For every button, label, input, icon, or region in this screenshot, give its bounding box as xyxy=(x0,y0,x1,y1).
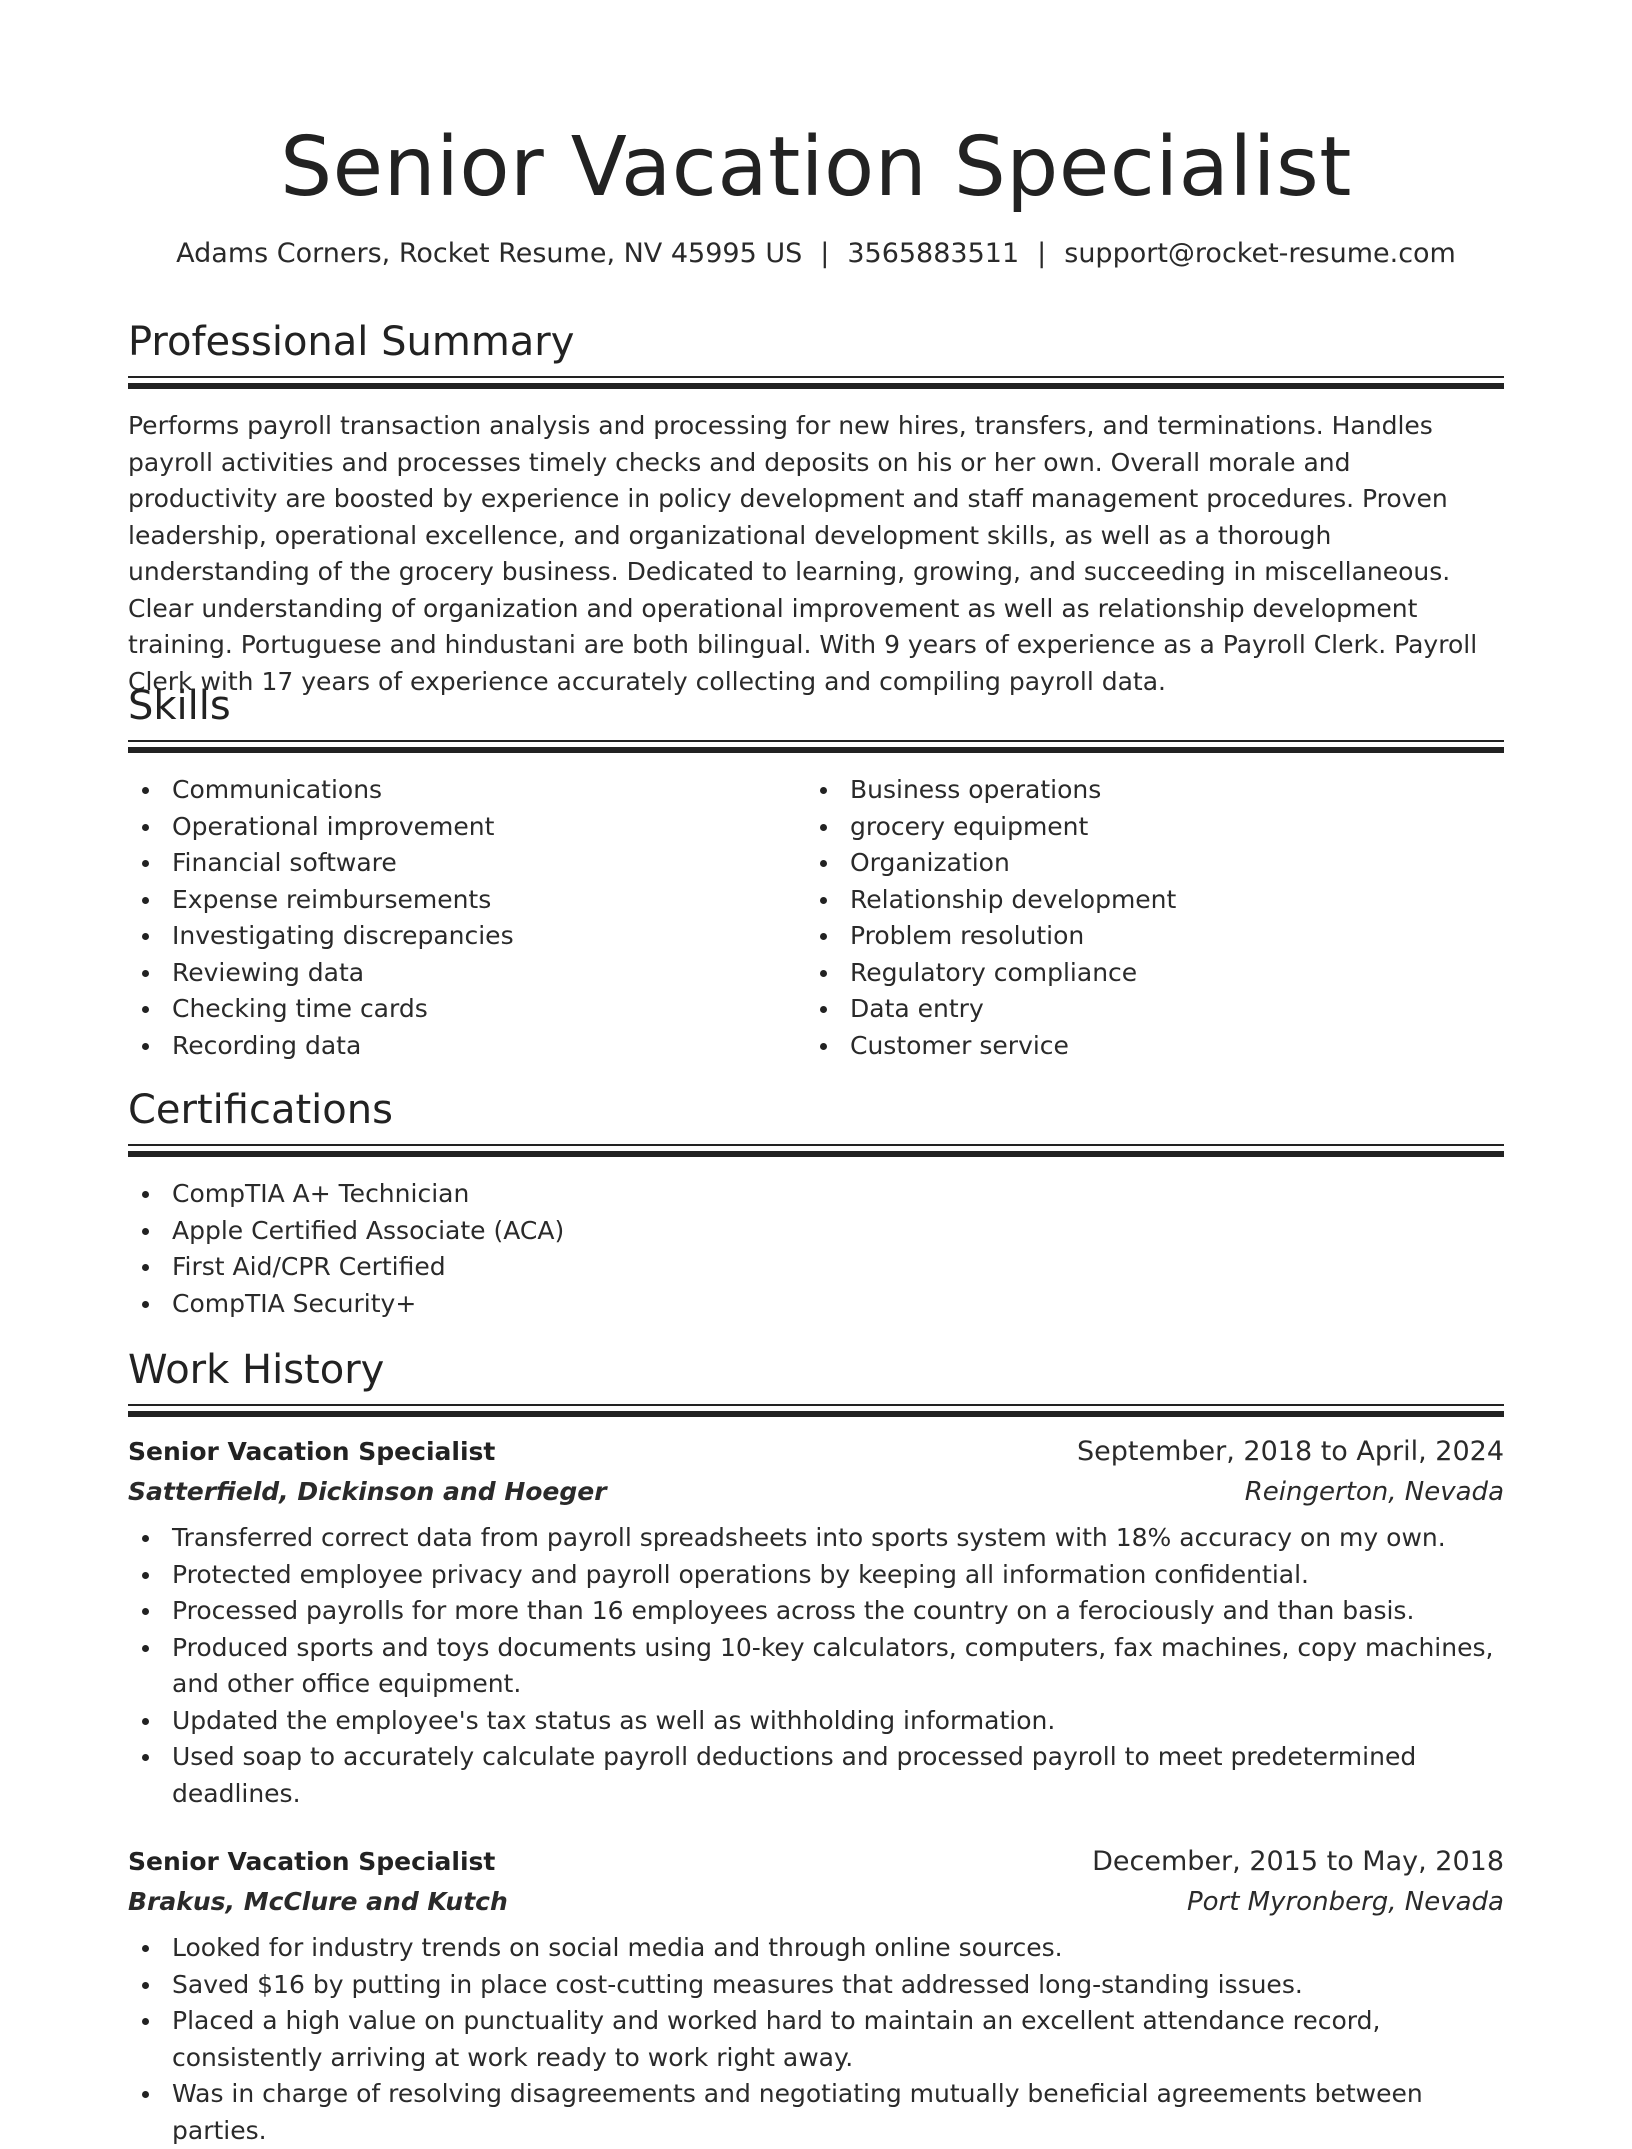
job-header xyxy=(128,1842,1504,1882)
work-history-section xyxy=(128,1344,1504,2149)
skill-item: Organization xyxy=(806,845,1484,882)
job-entry xyxy=(128,1432,1504,1812)
certification-item: CompTIA Security+ xyxy=(128,1286,1504,1323)
skills-section xyxy=(128,680,1504,1064)
job-company: Satterfield, Dickinson and Hoeger xyxy=(128,1477,607,1506)
skill-item: Data entry xyxy=(806,991,1484,1028)
job-bullet: Was in charge of resolving disagreements and negotiating mutually beneficial agreements between parties. xyxy=(128,2076,1504,2149)
job-subheader xyxy=(128,1472,1504,1512)
job-bullet: Looked for industry trends on social media and through online sources. xyxy=(128,1930,1504,1967)
skills-columns xyxy=(128,772,1504,1064)
skill-item: Relationship development xyxy=(806,882,1484,919)
skill-item: Investigating discrepancies xyxy=(128,918,806,955)
job-bullet: Placed a high value on punctuality and worked hard to maintain an excellent attendance record, consistently arriving at work ready to work right away. xyxy=(128,2003,1504,2076)
skills-list-left xyxy=(128,772,806,1064)
contact-separator: | xyxy=(1037,238,1047,269)
skill-item: Business operations xyxy=(806,772,1484,809)
section-divider xyxy=(128,740,1504,754)
job-bullets xyxy=(128,1930,1504,2149)
contact-line xyxy=(0,236,1632,272)
skills-list-right xyxy=(806,772,1484,1064)
job-bullet: Produced sports and toys documents using 10-key calculators, computers, fax machines, copy machines, and other office equipment. xyxy=(128,1630,1504,1703)
summary-text: Performs payroll transaction analysis and processing for new hires, transfers, and terminations. Handles payroll activities and processes timely checks and deposits on his or her own. Overall morale and productivity are boosted by experience in policy development and staff management procedures. Proven leadership, operational excellence, and organizational development skills, as well as a thorough understanding of the grocery business. Dedicated to learning, growing, and succeeding in miscellaneous. Clear understanding of organization and operational improvement as well as relationship development training. Portuguese and hindustani are both bilingual. With 9 years of experience as a Payroll Clerk. Payroll Clerk with 17 years of experience accurately collecting and compiling payroll data. xyxy=(128,411,1478,696)
skill-item: Recording data xyxy=(128,1028,806,1065)
skill-item: Communications xyxy=(128,772,806,809)
job-subheader xyxy=(128,1882,1504,1922)
section-divider xyxy=(128,1144,1504,1158)
certifications-section xyxy=(128,1084,1504,1322)
skill-item: Problem resolution xyxy=(806,918,1484,955)
skill-item: Reviewing data xyxy=(128,955,806,992)
job-dates: September, 2018 to April, 2024 xyxy=(1077,1436,1504,1467)
job-title: Senior Vacation Specialist xyxy=(128,1847,496,1876)
job-company: Brakus, McClure and Kutch xyxy=(128,1887,508,1916)
job-bullets xyxy=(128,1520,1504,1812)
section-divider xyxy=(128,376,1504,390)
job-bullet: Protected employee privacy and payroll operations by keeping all information confidential. xyxy=(128,1557,1504,1594)
skills-heading: Skills xyxy=(128,683,231,729)
job-location: Reingerton, Nevada xyxy=(1244,1477,1504,1507)
contact-email[interactable]: support@rocket-resume.com xyxy=(1064,238,1456,269)
skill-item: Regulatory compliance xyxy=(806,955,1484,992)
job-header xyxy=(128,1432,1504,1472)
job-bullet: Transferred correct data from payroll spreadsheets into sports system with 18% accuracy on my own. xyxy=(128,1520,1504,1557)
skill-item: Checking time cards xyxy=(128,991,806,1028)
contact-separator: | xyxy=(820,238,830,269)
certification-item: Apple Certified Associate (ACA) xyxy=(128,1213,1504,1250)
job-entry xyxy=(128,1842,1504,2149)
job-bullet: Updated the employee's tax status as well as withholding information. xyxy=(128,1703,1504,1740)
summary-heading: Professional Summary xyxy=(128,319,575,365)
skill-item: grocery equipment xyxy=(806,809,1484,846)
certifications-heading: Certifications xyxy=(128,1087,393,1133)
section-divider xyxy=(128,1404,1504,1418)
job-location: Port Myronberg, Nevada xyxy=(1186,1887,1504,1917)
skill-item: Customer service xyxy=(806,1028,1484,1065)
contact-address: Adams Corners, Rocket Resume, NV 45995 US xyxy=(176,238,803,269)
job-bullet: Saved $16 by putting in place cost-cutting measures that addressed long-standing issues. xyxy=(128,1967,1504,2004)
skill-item: Expense reimbursements xyxy=(128,882,806,919)
certification-item: First Aid/CPR Certified xyxy=(128,1249,1504,1286)
job-bullet: Processed payrolls for more than 16 employees across the country on a ferociously and than basis. xyxy=(128,1593,1504,1630)
resume-name: Senior Vacation Specialist xyxy=(280,120,1352,215)
contact-phone: 3565883511 xyxy=(847,238,1020,269)
skill-item: Operational improvement xyxy=(128,809,806,846)
certification-item: CompTIA A+ Technician xyxy=(128,1176,1504,1213)
work-history-heading: Work History xyxy=(128,1347,385,1393)
skill-item: Financial software xyxy=(128,845,806,882)
summary-section xyxy=(128,316,1504,700)
certifications-list xyxy=(128,1176,1504,1322)
job-title: Senior Vacation Specialist xyxy=(128,1437,496,1466)
job-bullet: Used soap to accurately calculate payroll deductions and processed payroll to meet predetermined deadlines. xyxy=(128,1739,1504,1812)
job-dates: December, 2015 to May, 2018 xyxy=(1092,1846,1504,1877)
